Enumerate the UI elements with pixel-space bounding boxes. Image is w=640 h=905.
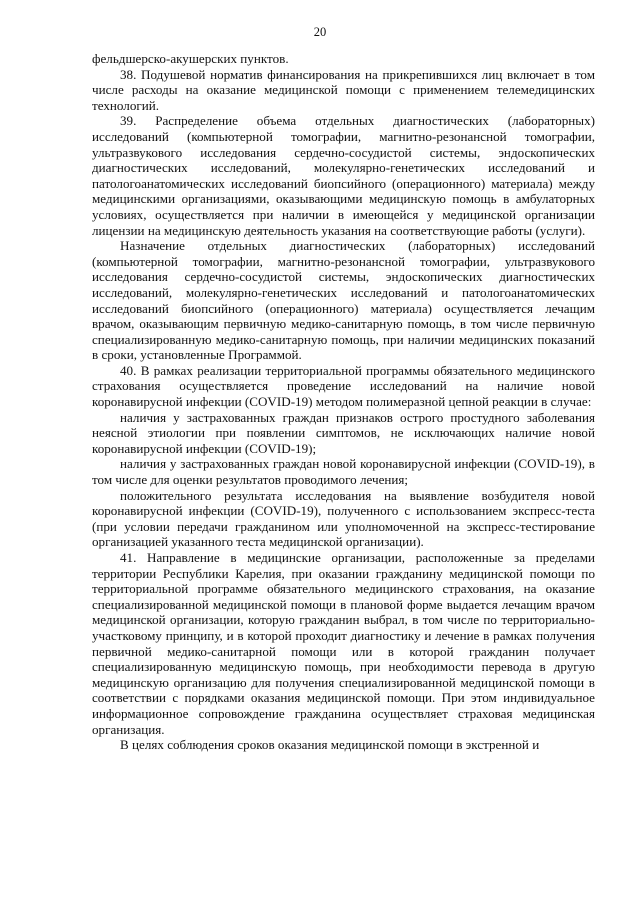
paragraph-39-assignment: Назначение отдельных диагностических (лабораторных) исследований (компьютерной томографии, магнитно-резонансной томографии, ультразвукового исследования сердечно-сосудистой системы, эндоскопических диагностических исследований, молекулярно-генетических исследований и патологоанатомических исследований биопсийного (операционного) материала) осуществляется лечащим врачом, оказывающим первичную медико-санитарную помощь, в том числе первичную специализированную медико-санитарную помощь, при наличии медицинских показаний в сроки, установленные Программой. <box>92 238 595 363</box>
paragraph-40-case-infection: наличия у застрахованных граждан новой коронавирусной инфекции (COVID-19), в том числе для оценки результатов проводимого лечения; <box>92 456 595 488</box>
paragraph-40-case-symptoms: наличия у застрахованных граждан признаков острого простудного заболевания неясной этиологии при появлении симптомов, не исключающих наличие новой коронавирусной инфекции (COVID-19); <box>92 409 595 456</box>
paragraph-continuation: фельдшерско-акушерских пунктов. <box>92 51 289 66</box>
document-body <box>92 51 595 753</box>
paragraph-41: 41. Направление в медицинские организации, расположенные за пределами территории Республики Карелия, при оказании гражданину медицинской помощи по территориальной программе обязательного медицинского страхования, на оказание специализированной медицинской помощи в плановой форме выдается лечащим врачом медицинской организации, которую гражданин выбрал, в том числе по территориально-участковому принципу, и в которой проходит диагностику и лечение в рамках получения первичной медико-санитарной помощи или в которой гражданин получает специализированную медицинскую помощь, при необходимости перевода в другую медицинскую организацию для получения специализированной медицинской помощи в соответствии с порядками оказания медицинской помощи. При этом индивидуальное информационное сопровождение гражданина осуществляет страховая медицинская организация. <box>92 550 595 737</box>
paragraph-40: 40. В рамках реализации территориальной программы обязательного медицинского страхования осуществляется проведение исследований на наличие новой коронавирусной инфекции (COVID-19) методом полимеразной цепной реакции в случае: <box>92 362 595 410</box>
paragraph-40-case-express-test: положительного результата исследования на выявление возбудителя новой коронавирусной инфекции (COVID-19), полученного с использованием экспресс-теста (при условии передачи гражданином или уполномоченной на экспресс-тестирование организацией указанного теста медицинской организации). <box>92 487 595 550</box>
page-number: 20 <box>313 25 327 39</box>
paragraph-38: 38. Подушевой норматив финансирования на прикрепившихся лиц включает в том числе расходы на оказание медицинской помощи с применением телемедицинских технологий. <box>92 66 595 113</box>
paragraph-39: 39. Распределение объема отдельных диагностических (лабораторных) исследований (компьютерной томографии, магнитно-резонансной томографии, ультразвукового исследования сердечно-сосудистой системы, эндоскопических диагностических исследований, молекулярно-генетических исследований и патологоанатомических исследований биопсийного (операционного) материала) между медицинскими организациями, оказывающими медицинскую помощь в амбулаторных условиях, осуществляется при наличии в имеющейся у медицинской организации лицензии на медицинскую деятельность указания на соответствующие работы (услуги). <box>92 113 595 238</box>
paragraph-41-continued: В целях соблюдения сроков оказания медицинской помощи в экстренной и <box>120 737 540 753</box>
